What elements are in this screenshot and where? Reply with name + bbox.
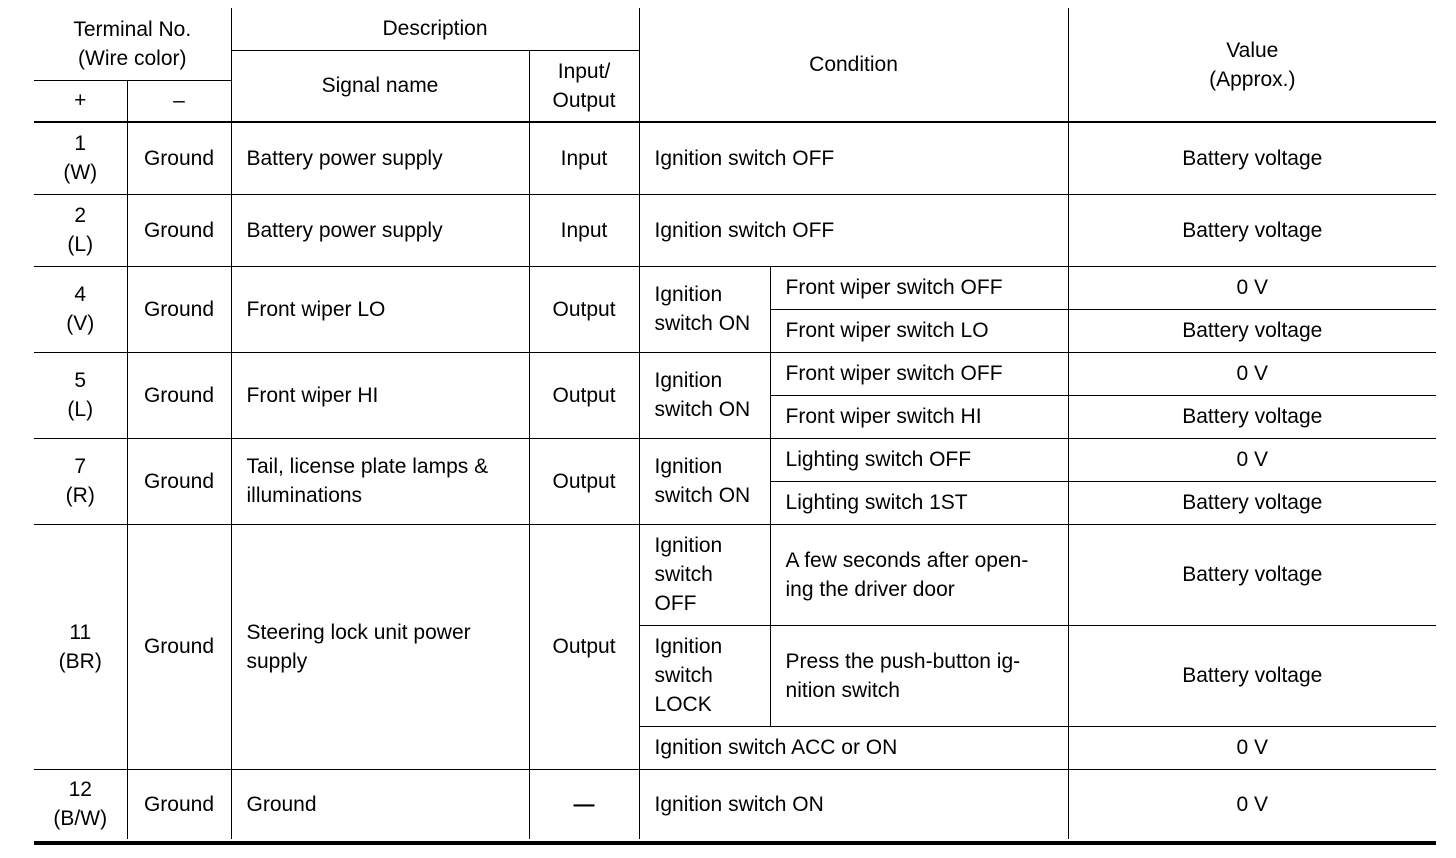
condition-sub-line2: ing the driver door [785,577,955,601]
value: Battery voltage [1068,194,1436,266]
condition-main-line1: Ignition [654,283,723,306]
value-header [1068,8,1436,122]
wire-color: (R) [65,484,95,507]
signal-name [231,438,529,524]
condition: Ignition switch OFF [639,194,1068,266]
condition-sub: Front wiper switch OFF [770,352,1068,395]
table-row [34,194,1436,266]
value: 0 V [1068,266,1436,309]
terminal-number: 12 [68,778,92,802]
condition-main-line2: switch ON [654,398,751,421]
condition-sub: Lighting switch 1ST [770,481,1068,524]
terminal-minus: Ground [127,438,231,524]
condition-main-line2: switch ON [654,484,751,507]
io-header [529,50,639,122]
value: Battery voltage [1068,481,1436,524]
condition-sub [770,524,1068,625]
terminal-no-line1: Terminal No. [73,17,192,41]
signal-name-line2: supply [246,649,308,673]
value: Battery voltage [1068,122,1436,194]
io-type: Output [529,266,639,352]
description-header: Description [231,8,639,50]
wire-color: (W) [63,161,98,185]
terminal-number: 11 [69,620,92,644]
terminal-plus [34,352,127,438]
plus-header: + [34,80,127,122]
value: Battery voltage [1068,625,1436,726]
io-type: Output [529,524,639,769]
condition-sub: Front wiper switch OFF [770,266,1068,309]
condition-header: Condition [639,8,1068,122]
terminal-plus [34,194,127,266]
condition-main [639,438,770,524]
value: 0 V [1068,352,1436,395]
condition-sub: Front wiper switch LO [770,309,1068,352]
io-type: Output [529,352,639,438]
terminal-minus: Ground [127,266,231,352]
condition-main-line3: OFF [654,592,697,615]
condition-main-line1: Ignition [654,369,723,392]
signal-name: Battery power supply [231,194,529,266]
terminal-minus: Ground [127,352,231,438]
signal-name-line1: Tail, license plate lamps & [246,455,489,478]
terminal-plus [34,769,127,839]
terminal-minus: Ground [127,769,231,839]
table-row [34,524,1436,625]
condition-main-line2: switch [654,664,713,687]
condition-main-line3: LOCK [654,693,712,716]
condition-sub: Front wiper switch HI [770,395,1068,438]
condition-sub: Lighting switch OFF [770,438,1068,481]
condition-main [639,625,770,726]
terminal-number: 2 [74,204,87,227]
signal-name-header: Signal name [231,50,529,122]
signal-name: Ground [231,769,529,839]
io-header-line2: Output [552,88,616,112]
table-row [34,769,1436,839]
terminal-number: 5 [74,369,87,392]
condition-main [639,266,770,352]
condition-main-line1: Ignition [654,635,723,658]
signal-name-line1: Steering lock unit power [246,620,471,644]
terminal-table [34,8,1436,839]
io-header-line1: Input/ [557,59,611,83]
value: 0 V [1068,769,1436,839]
condition-sub-line2: nition switch [785,678,900,702]
table-row [34,266,1436,309]
table-row [34,122,1436,194]
wire-color: (B/W) [53,807,108,831]
condition-main-line1: Ignition [654,455,723,478]
terminal-no-header [34,8,231,80]
condition-main-line2: switch ON [654,312,751,335]
condition-sub-line1: A few seconds after open- [785,548,1029,572]
condition: Ignition switch OFF [639,122,1068,194]
value-header-line2: (Approx.) [1209,67,1296,91]
value: 0 V [1068,726,1436,769]
table-row [34,438,1436,481]
terminal-no-line2: (Wire color) [78,46,187,70]
io-type: Output [529,438,639,524]
io-type: Input [529,122,639,194]
terminal-plus [34,122,127,194]
condition-sub [770,625,1068,726]
terminal-number: 1 [74,132,87,156]
value: Battery voltage [1068,309,1436,352]
terminal-minus: Ground [127,194,231,266]
signal-name: Front wiper LO [231,266,529,352]
wire-color: (BR) [58,649,102,673]
io-type: — [529,769,639,839]
value: 0 V [1068,438,1436,481]
value-header-line1: Value [1226,38,1279,62]
signal-name: Front wiper HI [231,352,529,438]
condition-main [639,524,770,625]
condition-sub-line1: Press the push-button ig- [785,649,1021,673]
condition-main [639,352,770,438]
value: Battery voltage [1068,524,1436,625]
terminal-minus: Ground [127,524,231,769]
table-row [34,352,1436,395]
wire-color: (V) [66,312,95,335]
value: Battery voltage [1068,395,1436,438]
terminal-minus: Ground [127,122,231,194]
io-type: Input [529,194,639,266]
condition-main-line1: Ignition [654,534,723,557]
signal-name-line2: illuminations [246,484,363,507]
signal-name: Battery power supply [231,122,529,194]
condition: Ignition switch ACC or ON [639,726,1068,769]
signal-name [231,524,529,769]
bottom-rule [34,841,1436,845]
terminal-plus [34,524,127,769]
terminal-number: 7 [74,455,87,478]
terminal-number: 4 [74,283,87,306]
condition-main-line2: switch [654,563,713,586]
minus-header: – [127,80,231,122]
terminal-plus [34,438,127,524]
wire-color: (L) [67,233,94,256]
terminal-plus [34,266,127,352]
wire-color: (L) [67,398,94,421]
condition: Ignition switch ON [639,769,1068,839]
